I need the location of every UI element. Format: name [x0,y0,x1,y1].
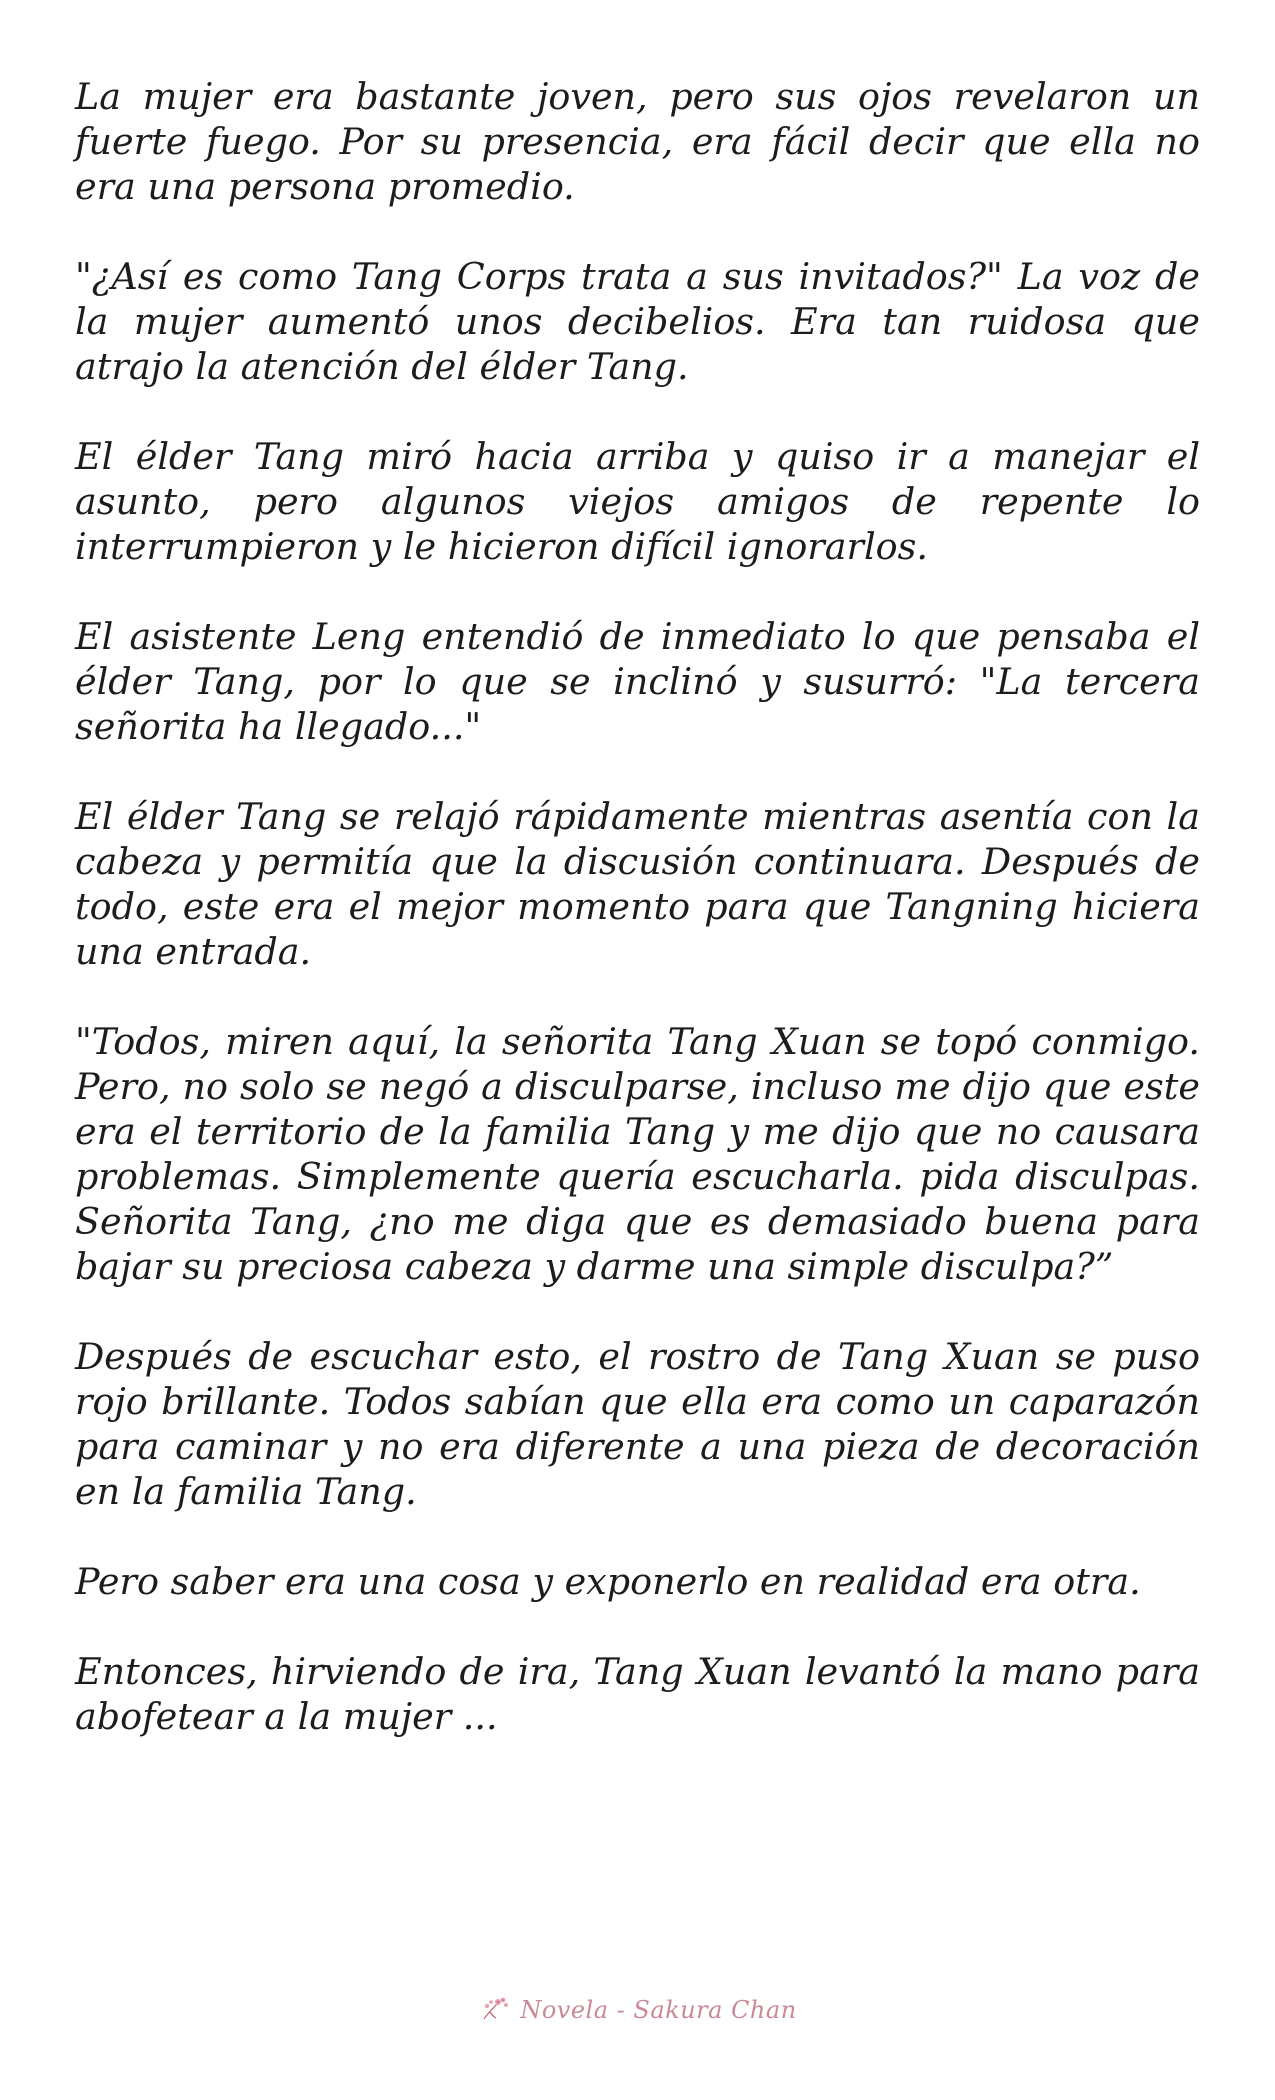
paragraph-7: Después de escuchar esto, el rostro de Tang Xuan se puso rojo brillante. Todos sabían que ella era como un caparazón para caminar y no era diferente a una pieza de decoración en la familia Tang. [75,1335,1200,1513]
paragraph-6: "Todos, miren aquí, la señorita Tang Xuan se topó conmigo. Pero, no solo se negó a disculparse, incluso me dijo que este era el territorio de la familia Tang y me dijo que no causara problemas. Simplemente quería escucharla. pida disculpas. Señorita Tang, ¿no me diga que es demasiado buena para bajar su preciosa cabeza y darme una simple disculpa?” [75,1020,1200,1288]
footer-watermark [0,1985,1275,2035]
paragraph-3: El élder Tang miró hacia arriba y quiso ir a manejar el asunto, pero algunos viejos amigos de repente lo interrumpieron y le hicieron difícil ignorarlos. [75,435,1200,568]
footer-text: Novela - Sakura Chan [520,1996,797,2024]
sakura-flower-icon [478,1993,512,2027]
paragraph-2: "¿Así es como Tang Corps trata a sus invitados?" La voz de la mujer aumentó unos decibelios. Era tan ruidosa que atrajo la atención del élder Tang. [75,255,1200,388]
paragraph-4: El asistente Leng entendió de inmediato lo que pensaba el élder Tang, por lo que se inclinó y susurró: "La tercera señorita ha llegado..." [75,615,1200,748]
paragraph-5: El élder Tang se relajó rápidamente mientras asentía con la cabeza y permitía que la discusión continuara. Después de todo, este era el mejor momento para que Tangning hiciera una entrada. [75,795,1200,973]
footer-credit [478,1993,796,2027]
paragraph-1: La mujer era bastante joven, pero sus ojos revelaron un fuerte fuego. Por su presencia, era fácil decir que ella no era una persona promedio. [75,75,1200,208]
document-body [75,74,1200,1784]
paragraph-8: Pero saber era una cosa y exponerlo en realidad era otra. [75,1560,1141,1603]
paragraph-9: Entonces, hirviendo de ira, Tang Xuan levantó la mano para abofetear a la mujer ... [75,1650,1200,1738]
